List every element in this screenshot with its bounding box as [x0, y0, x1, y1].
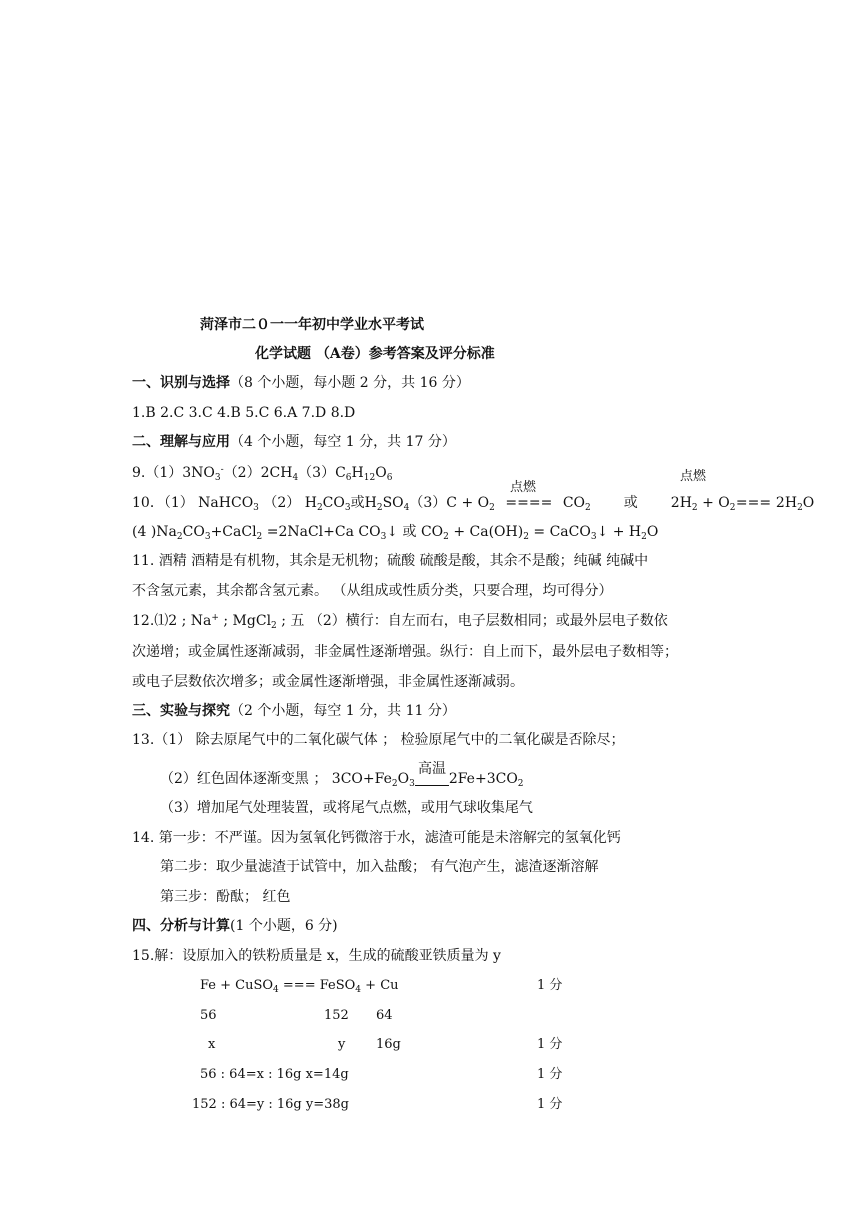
q14-line1: 14. 第一步：不严谨。因为氢氧化钙微溶于水，滤渣可能是未溶解完的氢氧化钙	[132, 830, 621, 846]
q10-part: 或H	[350, 495, 377, 511]
q10-part: O	[802, 495, 815, 511]
section-2-note: （4 个小题，每空 1 分，共 17 分）	[230, 434, 456, 450]
q15-score-3: 1 分	[537, 1067, 563, 1082]
q10-4-part: + Ca(OH)	[448, 524, 524, 540]
q15-intro: 15.解：设原加入的铁粉质量是 x，生成的硫酸亚铁质量为 y	[132, 948, 501, 964]
q9-part2: （2）2CH	[223, 465, 293, 481]
q13-part: O	[397, 771, 410, 787]
q9-answer	[132, 464, 392, 482]
q10-answer-line2	[132, 523, 658, 541]
q9-part1: 9.（1）3NO	[132, 465, 215, 481]
q12-part: ; 五 （2）横行：自左而右，电子层数相同；或最外层电子数依	[276, 613, 668, 629]
q10-4-sub: 3	[590, 532, 597, 542]
q15-equation	[200, 977, 399, 995]
answers-1-8: 1.B 2.C 3.C 4.B 5.C 6.A 7.D 8.D	[132, 405, 356, 421]
q10-sub: 4	[403, 503, 410, 513]
q12-part: ; MgCl	[218, 613, 272, 629]
exam-title: 菏泽市二０一一年初中学业水平考试	[200, 317, 424, 333]
q10-sub: 2	[797, 503, 803, 513]
q15-eq-part: + Cu	[361, 978, 399, 993]
q12-sup: +	[211, 613, 219, 623]
q10-part: 2H	[771, 495, 798, 511]
section-3-label: 三、实验与探究	[132, 703, 230, 719]
section-4-label: 四、分析与计算	[132, 918, 230, 934]
q12-line2: 次递增；或金属性逐渐减弱，非金属性逐渐增强。纵行：自上而下，最外层电子数相等；	[132, 644, 678, 660]
q15-eq-part: === FeSO	[278, 978, 356, 993]
q10-sub: 3	[344, 503, 351, 513]
section-3-note: （2 个小题，每空 1 分，共 11 分）	[230, 703, 456, 719]
section-4-note: (1 个小题，6 分)	[230, 918, 338, 934]
q15-var-x: x	[208, 1037, 216, 1052]
q15-ratio-y: 152 : 64=y : 16g y=38g	[192, 1097, 349, 1112]
q10-part: SO	[382, 495, 404, 511]
q10-4-part: (4 )Na	[132, 524, 177, 540]
q10-part: CO	[322, 495, 345, 511]
q10-4-sub: 3	[380, 532, 387, 542]
q15-sub: 4	[273, 985, 279, 995]
q12-sub: 2	[271, 621, 277, 631]
q11-line2: 不含氢元素，其余都含氢元素。 （从组成或性质分类，只要合理，均可得分）	[132, 583, 613, 599]
q10-part: （3）C + O	[409, 495, 490, 511]
q10-4-part: ↓ 或 CO	[386, 524, 444, 540]
q9-sub: 6	[386, 473, 393, 483]
q10-part: 2H	[670, 495, 692, 511]
q10-part: CO	[562, 495, 586, 511]
q9-sub: 3	[214, 473, 221, 483]
q10-equals-1: ====	[505, 495, 553, 511]
q12-line3: 或电子层数依次增多；或金属性逐渐增强，非金属性逐渐减弱。	[132, 674, 524, 690]
q9-part3: H	[351, 465, 364, 481]
q10-condition-ignite-1: 点燃	[510, 480, 537, 495]
q15-mass-fe: 56	[200, 1008, 217, 1023]
q10-4-part: ↓ + H	[596, 524, 642, 540]
q13-part: （2）红色固体逐渐变黑 ； 3CO+Fe	[160, 771, 392, 787]
q15-score-1: 1 分	[537, 978, 563, 993]
q10-or: 或	[623, 495, 638, 511]
q15-mass-feso4: 152	[324, 1008, 349, 1023]
q13-part: 2Fe+3CO	[448, 771, 518, 787]
q10-part: + O	[697, 495, 730, 511]
q10-sub: 2	[376, 503, 383, 513]
q14-line3: 第三步：酚酞； 红色	[160, 889, 291, 905]
section-2-heading	[132, 433, 456, 451]
q9-part3: O	[375, 465, 387, 481]
q12-line1	[132, 612, 668, 630]
q13-reaction-arrow	[415, 773, 449, 786]
q10-4-sub: 2	[523, 532, 529, 542]
q10-equals-2: ===	[735, 495, 772, 511]
q10-4-sub: 2	[641, 532, 647, 542]
q9-sub: 6	[345, 473, 352, 483]
q13-line2	[160, 770, 524, 788]
q10-sub: 2	[316, 503, 323, 513]
q10-sub: 2	[585, 503, 591, 513]
q9-sup: -	[220, 465, 224, 475]
q13-sub: 2	[391, 779, 398, 789]
q10-4-sub: 2	[256, 532, 263, 542]
q10-4-part: = CaCO	[528, 524, 591, 540]
answer-key-title: 化学试题 （A卷）参考答案及评分标准	[255, 346, 495, 362]
q12-part: 12.⑴2 ; Na	[132, 613, 212, 629]
q15-var-cu: 16g	[376, 1037, 401, 1052]
section-1-label: 一、识别与选择	[132, 375, 230, 391]
q10-4-sub: 2	[176, 532, 183, 542]
q10-4-sub: 3	[204, 532, 211, 542]
q10-4-part: CO	[182, 524, 205, 540]
q13-sub: 2	[517, 779, 524, 789]
q10-answer-line1	[132, 494, 814, 512]
q10-sub: 2	[691, 503, 698, 513]
section-3-heading	[132, 702, 456, 720]
section-4-heading	[132, 917, 338, 935]
q9-sub: 12	[363, 473, 376, 483]
q14-line2: 第二步：取少量滤渣于试管中，加入盐酸； 有气泡产生，滤渣逐渐溶解	[160, 859, 599, 875]
section-1-heading	[132, 374, 470, 392]
q10-sub: 2	[729, 503, 736, 513]
q10-4-part: +CaCl	[210, 524, 257, 540]
q13-line1: 13.（1） 除去原尾气中的二氧化碳气体 ； 检验原尾气中的二氧化碳是否除尽；	[132, 732, 625, 748]
q10-condition-ignite-2: 点燃	[680, 469, 707, 484]
q15-eq-part: Fe + CuSO	[200, 978, 274, 993]
q10-part: （2） H	[258, 495, 317, 511]
q10-4-part: O	[646, 524, 659, 540]
q15-var-y: y	[338, 1037, 346, 1052]
q10-4-sub: 2	[443, 532, 449, 542]
q15-score-2: 1 分	[537, 1037, 563, 1052]
q10-4-part: =2NaCl+Ca CO	[262, 524, 381, 540]
q15-sub: 4	[355, 985, 362, 995]
section-2-label: 二、理解与应用	[132, 434, 230, 450]
q10-sub: 3	[253, 503, 259, 513]
q9-part3: （3）C	[298, 465, 346, 481]
q10-part: 10．（1） NaHCO	[132, 495, 254, 511]
q13-sub: 3	[409, 779, 415, 789]
q9-sub: 4	[292, 473, 299, 483]
section-1-note: （8 个小题，每小题 2 分，共 16 分）	[230, 375, 470, 391]
q15-mass-cu: 64	[376, 1008, 393, 1023]
q10-sub: 2	[489, 503, 495, 513]
q11-line1: 11. 酒精 酒精是有机物，其余是无机物；硫酸 硫酸是酸，其余不是酸；纯碱 纯碱中	[132, 553, 649, 569]
q13-line3: （3）增加尾气处理装置，或将尾气点燃，或用气球收集尾气	[160, 800, 533, 816]
q15-ratio-x: 56 : 64=x : 16g x=14g	[200, 1067, 349, 1082]
q13-condition-high-temp: 高温	[418, 761, 446, 777]
q15-score-4: 1 分	[537, 1097, 563, 1112]
